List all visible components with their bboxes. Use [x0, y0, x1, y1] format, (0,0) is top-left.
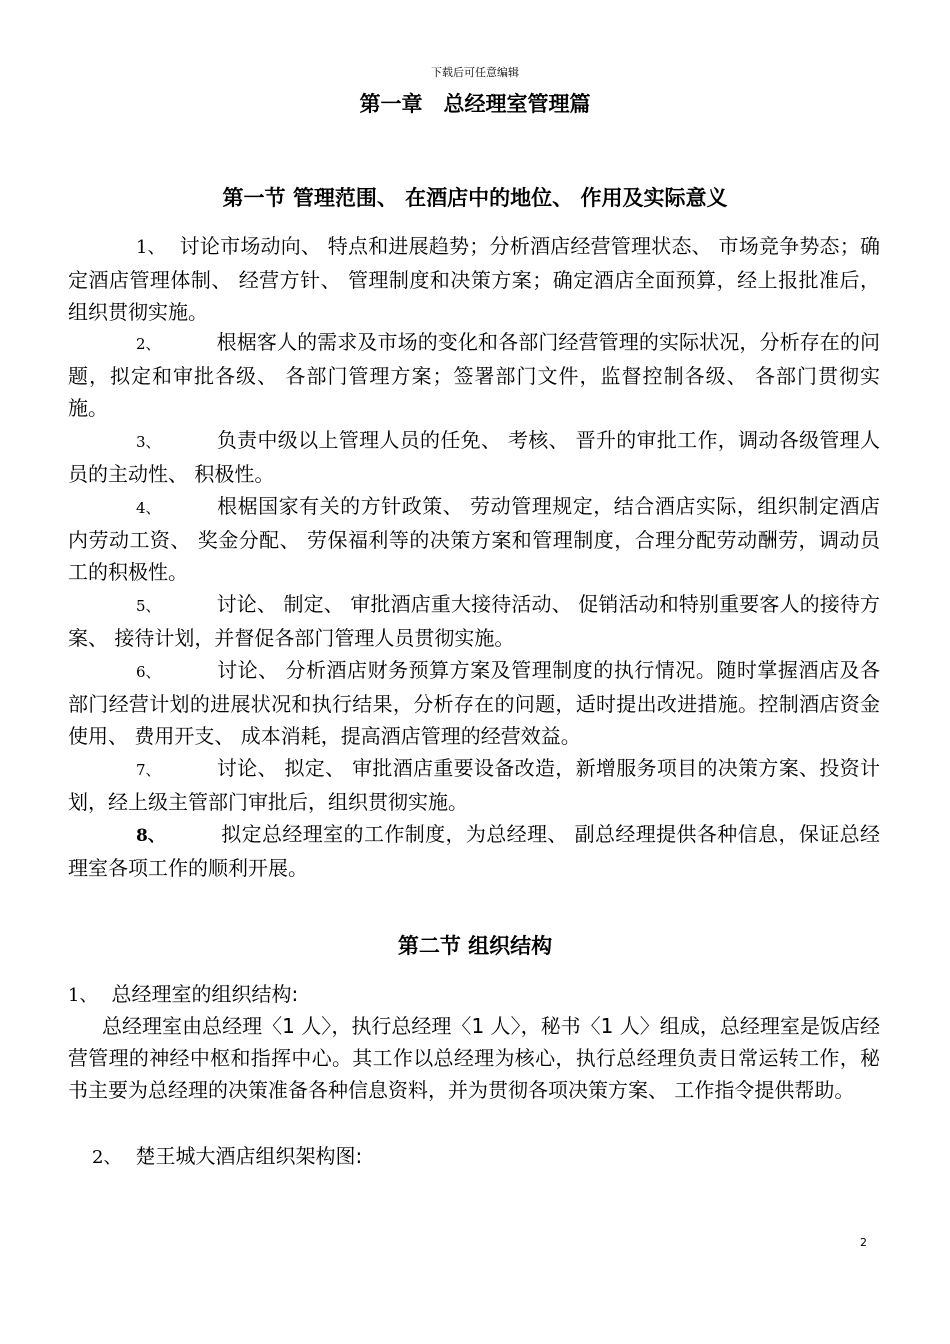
item-number: 7、 [136, 761, 161, 779]
item-number: 1、 [136, 237, 166, 258]
section1-item-1 [68, 230, 880, 328]
item-text: 讨论、 拟定、 审批酒店重要设备改造，新增服务项目的决策方案、投资计划，经上级主管部门审批后，组织贯彻实施。 [68, 756, 880, 814]
item-number: 6、 [136, 663, 161, 681]
item-number: 5、 [136, 597, 161, 615]
item-number: 8、 [136, 826, 165, 846]
item-text: 讨论、 分析酒店财务预算方案及管理制度的执行情况。随时掌握酒店及各部门经营计划的进展状况和执行结果，分析存在的问题，适时提出改进措施。控制酒店资金使用、 费用开支、 成本消耗，提高酒店管理的经营效益。 [68, 658, 880, 748]
section1-item-4 [68, 490, 880, 588]
section2-item-1-heading [68, 978, 880, 1012]
item-text: 讨论市场动向、 特点和进展趋势；分析酒店经营管理状态、 市场竞争势态；确定酒店管理体制、 经营方针、 管理制度和决策方案；确定酒店全面预算，经上报批准后，组织贯彻实施。 [68, 234, 880, 324]
item-label: 楚王城大酒店组织架构图: [135, 1144, 363, 1168]
section2-title: 第二节 组织结构 [397, 934, 553, 958]
item-number: 4、 [136, 499, 161, 517]
item-number: 2、 [92, 1147, 122, 1168]
item-text: 根椐国家有关的方针政策、 劳动管理规定，结合酒店实际，组织制定酒店内劳动工资、 奖金分配、 劳保福利等的决策方案和管理制度，合理分配劳动酬劳，调动员工的积极性。 [68, 494, 880, 584]
item-text: 讨论、 制定、 审批酒店重大接待活动、 促销活动和特别重要客人的接待方案、 接待计划，并督促各部门管理人员贯彻实施。 [68, 592, 880, 650]
page-number: 2 [860, 1236, 867, 1249]
item-text: 根椐客人的需求及市场的变化和各部门经营管理的实际状况，分析存在的问题，拟定和审批各级、 各部门管理方案；签署部门文件，监督控制各级、 各部门贯彻实施。 [68, 330, 880, 420]
section2-item-1-body: 总经理室由总经理〈1 人〉，执行总经理〈1 人〉，秘书〈1 人〉组成，总经理室是饭店经营管理的神经中枢和指挥中心。其工作以总经理为核心，执行总经理负责日常运转工作，秘书主要为总经理的决策准备各种信息资料，并为贯彻各项决策方案、 工作指令提供帮助。 [68, 1014, 880, 1102]
download-note: 下载后可任意编辑 [431, 66, 519, 79]
chapter-title: 第一章 总经理室管理篇 [359, 92, 591, 116]
section2-item-2-heading [68, 1140, 880, 1174]
section1-item-7 [68, 752, 880, 818]
item-text: 拟定总经理室的工作制度，为总经理、 副总经理提供各种信息，保证总经理室各项工作的顺利开展。 [68, 822, 880, 880]
item-number: 3、 [136, 433, 161, 451]
section1-item-5 [68, 588, 880, 654]
section1-item-8 [68, 818, 880, 884]
item-number: 1、 [68, 985, 98, 1006]
item-text: 负责中级以上管理人员的任免、 考核、 晋升的审批工作，调动各级管理人员的主动性、 积极性。 [68, 428, 880, 486]
section1-item-6 [68, 654, 880, 752]
section1-item-2 [68, 326, 880, 424]
item-label: 总经理室的组织结构: [111, 982, 299, 1006]
section1-item-3 [68, 424, 880, 490]
section1-title: 第一节 管理范围、 在酒店中的地位、 作用及实际意义 [222, 186, 728, 210]
item-number: 2、 [136, 335, 161, 353]
